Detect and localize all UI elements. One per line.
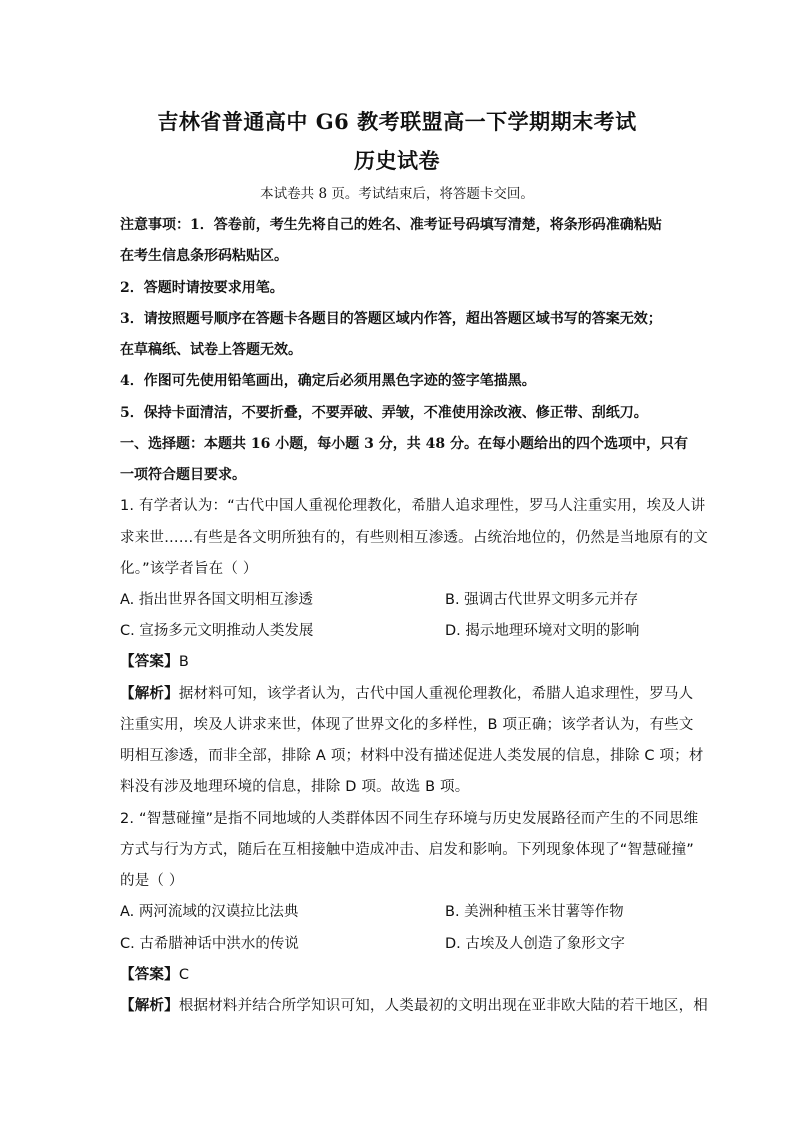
q1-option-d: D. 揭示地理环境对文明的影响 [445,623,640,639]
q2-option-b: B. 美洲种植玉米甘薯等作物 [445,904,624,920]
q2-stem-line-2: 方式与行为方式，随后在互相接触中造成冲击、启发和影响。下列现象体现了“智慧碰撞” [120,842,695,858]
q1-stem-line-2: 求来世……有些是各文明所独有的，有些则相互渗透。占统治地位的，仍然是当地原有的文 [120,530,708,546]
notice-line-1b: 在考生信息条形码粘贴区。 [120,248,288,264]
notice-line-3: 3．请按照题号顺序在答题卡各题目的答题区域内作答，超出答题区域书写的答案无效； [120,311,662,327]
q1-analysis-line-1 [120,684,694,704]
q1-answer-value: B [178,654,189,670]
q2-answer-label: 【答案】 [120,967,179,983]
q1-analysis-line-2: 注重实用，埃及人讲求来世，体现了世界文化的多样性，B 项正确；该学者认为，有些文 [120,717,694,733]
q2-analysis-text-1: 根据材料并结合所学知识可知，人类最初的文明出现在亚非欧大陆的若干地区，相 [178,998,709,1014]
q2-analysis-line-1 [120,996,709,1016]
q1-stem-line-3: 化。”该学者旨在（ ） [120,561,258,577]
q1-analysis-line-3: 明相互渗透，而非全部，排除 A 项；材料中没有描述促进人类发展的信息，排除 C 项；材 [120,748,704,764]
exam-subject: 历史试卷 [354,148,440,173]
notice-line-5: 5．保持卡面清洁，不要折叠，不要弄破、弄皱，不准使用涂改液、修正带、刮纸刀。 [120,405,648,421]
q2-option-a: A. 两河流域的汉谟拉比法典 [120,904,299,920]
q1-option-a: A. 指出世界各国文明相互渗透 [120,592,313,608]
q2-answer [120,965,680,985]
q2-option-c: C. 古希腊神话中洪水的传说 [120,936,299,952]
q2-stem-line-3: 的是（ ） [120,873,184,889]
notice-line-1: 注意事项：1．答卷前，考生先将自己的姓名、准考证号码填写清楚，将条形码准确粘贴 [120,217,662,233]
q1-option-c: C. 宣扬多元文明推动人类发展 [120,623,314,639]
q2-answer-value: C [178,967,190,983]
notice-line-2: 2．答题时请按要求用笔。 [120,280,284,296]
section-heading-line-2: 一项符合题目要求。 [120,467,246,483]
q2-analysis-label: 【解析】 [120,998,179,1014]
q1-analysis-label: 【解析】 [120,686,179,702]
q2-stem-line-1: 2. “智慧碰撞”是指不同地域的人类群体因不同生存环境与历史发展路径而产生的不同思维 [120,811,699,827]
q1-answer-label: 【答案】 [120,654,179,670]
section-heading-line-1: 一、选择题：本题共 16 小题，每小题 3 分，共 48 分。在每小题给出的四个选项中，只有 [120,436,688,452]
notice-line-3b: 在草稿纸、试卷上答题无效。 [120,342,302,358]
q1-option-b: B. 强调古代世界文明多元并存 [445,592,639,608]
exam-title: 吉林省普通高中 G6 教考联盟高一下学期期末考试 [157,109,637,134]
q1-analysis-line-4: 料没有涉及地理环境的信息，排除 D 项。故选 B 项。 [120,779,470,795]
q1-stem-line-1: 1. 有学者认为：“古代中国人重视伦理教化，希腊人追求理性，罗马人注重实用，埃及人讲 [120,498,706,514]
exam-intro: 本试卷共 8 页。考试结束后，将答题卡交回。 [260,186,534,202]
notice-line-4: 4．作图可先使用铅笔画出，确定后必须用黑色字迹的签字笔描黑。 [120,373,536,389]
q1-answer [120,652,680,672]
q2-option-d: D. 古埃及人创造了象形文字 [445,936,625,952]
q1-analysis-text-1: 据材料可知，该学者认为，古代中国人重视伦理教化，希腊人追求理性，罗马人 [178,686,694,702]
